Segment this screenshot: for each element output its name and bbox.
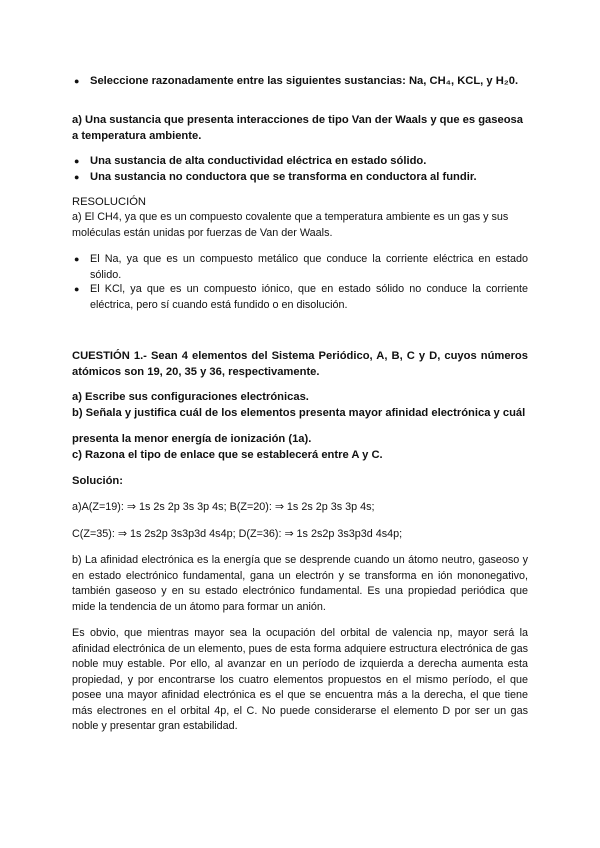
solucion-heading: Solución:	[72, 475, 123, 487]
question-bullet-2	[74, 170, 528, 186]
question-bullet-text: Una sustancia no conductora que se transforma en conductora al fundir.	[90, 171, 477, 183]
paragraph-afinidad: b) La afinidad electrónica es la energía que se desprende cuando un átomo neutro, gaseoso y en estado electrónico fundamental, gana un electrón y se transforma en ión mononegativo, también gaseoso y en su estado electrónico fundamental. Es una propiedad periódica que mide la tendencia de un átomo para formar un anión.	[72, 554, 528, 613]
cuestion-b-line1: b) Señala y justifica cuál de los elementos presenta mayor afinidad electrónica y cuál	[72, 407, 526, 419]
bullet-icon: ●	[74, 254, 80, 264]
resolucion-bullet-2	[74, 282, 528, 313]
part-a-question: a) Una sustancia que presenta interacciones de tipo Van der Waals y que es gaseosa a temperatura ambiente.	[72, 114, 523, 142]
resolucion-bullet-text: El Na, ya que es un compuesto metálico que conduce la corriente eléctrica en estado sólido.	[90, 253, 528, 281]
bullet-icon: ●	[74, 172, 80, 182]
cuestion-b-line2: presenta la menor energía de ionización (1a).	[72, 433, 312, 445]
question-bullet-text: Una sustancia de alta conductividad eléctrica en estado sólido.	[90, 155, 427, 167]
resolucion-heading: RESOLUCIÓN	[72, 196, 146, 208]
resolucion-a: a) El CH4, ya que es un compuesto covalente que a temperatura ambiente es un gas y sus moléculas están unidas por fuerzas de Van der Waals.	[72, 211, 509, 239]
config-line-1: a)A(Z=19): ⇒ 1s 2s 2p 3s 3p 4s; B(Z=20): ⇒ 1s 2s 2p 3s 3p 4s;	[72, 501, 375, 513]
intro-bullet-text: Seleccione razonadamente entre las siguientes sustancias: Na, CH₄, KCL, y H₂0.	[90, 75, 519, 87]
cuestion-a: a) Escribe sus configuraciones electrónicas.	[72, 391, 309, 403]
bullet-icon: ●	[74, 284, 80, 294]
config-line-2: C(Z=35): ⇒ 1s 2s2p 3s3p3d 4s4p; D(Z=36): ⇒ 1s 2s2p 3s3p3d 4s4p;	[72, 528, 403, 540]
cuestion-c: c) Razona el tipo de enlace que se establecerá entre A y C.	[72, 449, 383, 461]
bullet-icon: ●	[74, 76, 80, 86]
bullet-icon: ●	[74, 156, 80, 166]
resolucion-bullet-1	[74, 252, 528, 283]
question-bullet-1	[74, 154, 528, 170]
intro-bullet	[74, 74, 528, 90]
resolucion-bullet-text: El KCl, ya que es un compuesto iónico, que en estado sólido no conduce la corriente eléctrica, pero sí cuando está fundido o en disolución.	[90, 283, 528, 311]
cuestion-title: CUESTIÓN 1.- Sean 4 elementos del Sistema Periódico, A, B, C y D, cuyos números atómicos son 19, 20, 35 y 36, respectivamente.	[72, 350, 528, 378]
paragraph-obvio: Es obvio, que mientras mayor sea la ocupación del orbital de valencia np, mayor será la afinidad electrónica de un elemento, pues de esta forma adquiere estructura electrónica de gas noble muy estable. Por ello, al avanzar en un período de izquierda a derecha aumenta esta propiedad, y por encontrarse los cuatro elementos propuestos en el mismo período, el que posee una mayor afinidad electrónica es el que se encuentra más a la derecha, el que tiene más electrones en el orbital 4p, el C. No puede considerarse el elemento D por ser un gas noble y presentar gran estabilidad.	[72, 627, 528, 732]
